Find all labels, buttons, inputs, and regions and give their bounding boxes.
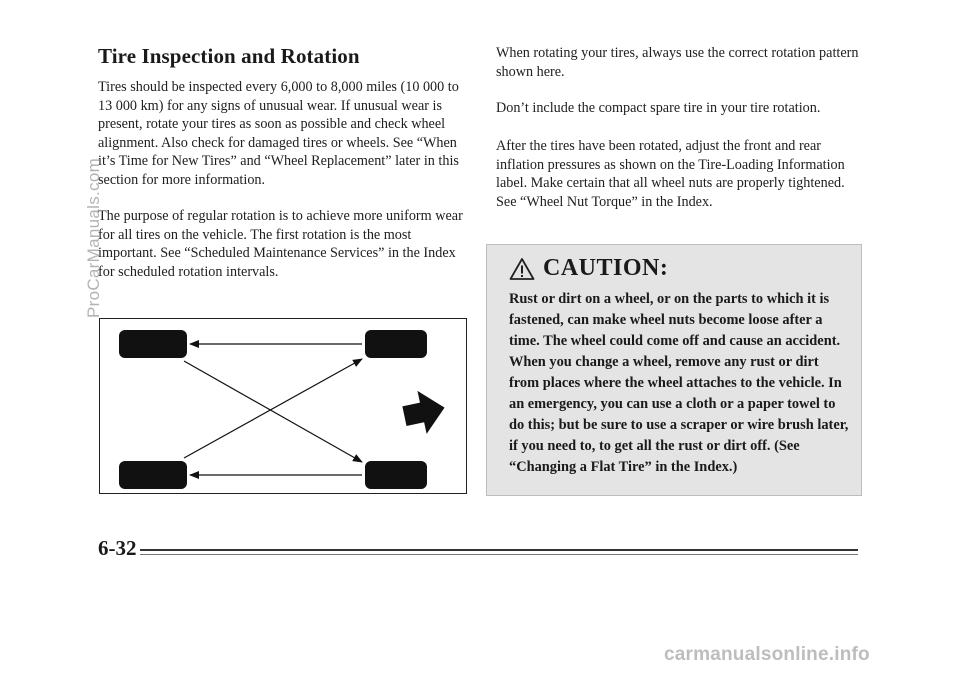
rotation-pattern-paragraph: When rotating your tires, always use the correct rotation pattern shown here. bbox=[496, 45, 859, 80]
forward-arrow-icon bbox=[400, 386, 449, 438]
caution-title: CAUTION: bbox=[543, 255, 669, 281]
spare-tire-paragraph: Don’t include the compact spare tire in your tire rotation. bbox=[496, 100, 821, 116]
footer-rule-thin bbox=[140, 554, 858, 555]
rotation-arrow-icon-cross-1 bbox=[184, 361, 362, 462]
tire-icon-front-right bbox=[365, 330, 427, 358]
caution-header bbox=[509, 255, 668, 282]
page-number: 6-32 bbox=[98, 536, 137, 560]
section-title: Tire Inspection and Rotation bbox=[98, 44, 360, 68]
tire-icon-rear-right bbox=[365, 461, 427, 489]
inflation-paragraph: After the tires have been rotated, adjust the front and rear inflation pressures as shown on the Tire-Loading Information label. Make certain that all wheel nuts are properly tightened. See “Wheel Nut Torque” in the Index. bbox=[496, 138, 845, 210]
caution-text: Rust or dirt on a wheel, or on the parts to which it is fastened, can make wheel nuts become loose after a time. The wheel could come off and cause an accident. When you change a wheel, remove any rust or dirt from places where the wheel attaches to the vehicle. In an emergency, you can use a cloth or a paper towel to do this; but be sure to use a scraper or wire brush later, if you need to, to get all the rust or dirt off. (See “Changing a Flat Tire” in the Index.) bbox=[509, 291, 849, 475]
side-watermark: ProCarManuals.com bbox=[84, 157, 103, 318]
bottom-watermark: carmanualsonline.info bbox=[664, 644, 870, 665]
rotation-arrow-icon-cross-2 bbox=[184, 359, 362, 458]
caution-box bbox=[486, 244, 862, 496]
rotation-diagram bbox=[99, 318, 467, 494]
rotation-purpose-paragraph: The purpose of regular rotation is to achieve more uniform wear for all tires on the vehicle. The first rotation is the most important. See “Scheduled Maintenance Services” in the Index for scheduled rotation intervals. bbox=[98, 208, 463, 280]
inspection-paragraph: Tires should be inspected every 6,000 to 8,000 miles (10 000 to 13 000 km) for any signs of unusual wear. If unusual wear is present, rotate your tires as soon as possible and check wheel alignment. Also check for damaged tires or wheels. See “When it’s Time for New Tires” and “Wheel Replacement” later in this section for more information. bbox=[98, 79, 459, 188]
tire-icon-rear-left bbox=[119, 461, 187, 489]
tire-icon-front-left bbox=[119, 330, 187, 358]
rotation-diagram-svg bbox=[100, 319, 466, 493]
warning-triangle-icon bbox=[509, 257, 535, 281]
footer-rule bbox=[140, 549, 858, 551]
